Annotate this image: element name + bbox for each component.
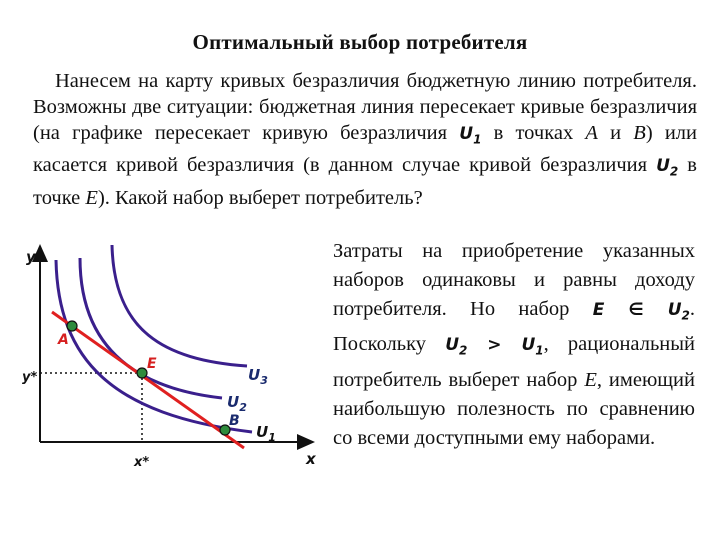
intro-formula-u1: $U_1$ (459, 124, 482, 147)
x-star-label: x* (134, 455, 150, 470)
side-text-4: , имеющий наибольшую полезность по сравнению со всеми доступными ему наборами. (333, 368, 695, 449)
intro-text-1: Нанесем на карту кривых безразличия бюджетную линию потребителя. Возможны две ситуации: бюджетная линия пересекает кривые безразличия (на графике пересекает кривую безразличия (33, 70, 697, 144)
indifference-curve-diagram (22, 240, 322, 480)
intro-point-e: E (85, 186, 98, 209)
explanation-paragraph (333, 237, 695, 453)
curve-u3-label: $U_3$ (248, 366, 268, 387)
intro-text-5: ). Какой набор выберет потребитель? (97, 186, 423, 209)
intro-text-and: и (597, 122, 634, 144)
curve-u2-label: $U_2$ (227, 393, 247, 414)
intro-paragraph (33, 68, 697, 211)
intro-formula-u2: $U_2$ (656, 156, 679, 179)
point-a-label: A (58, 332, 69, 348)
intro-point-a: A (585, 122, 598, 144)
side-text-1: Затраты на приобретение указанных наборов одинаковы и равны доходу потребителя. Но набор (333, 240, 695, 320)
side-point-e: E (584, 368, 597, 391)
budget-line (52, 312, 244, 448)
point-a-marker (67, 321, 77, 331)
indifference-curve-u3 (112, 245, 247, 366)
intro-text-4: в точке (33, 154, 697, 209)
intro-point-b: B (633, 122, 646, 144)
point-b-label: B (229, 413, 240, 429)
intro-text-2: в точках (481, 122, 586, 144)
curve-u1-label: $U_1$ (256, 423, 276, 444)
side-text-3: , рациональный потребитель выберет набор (333, 333, 696, 391)
x-axis-label: x (306, 450, 316, 468)
side-formula-u2-gt-u1: $U_2 > U_1$ (445, 335, 544, 358)
side-formula-e-in-u2: E ∈ $U_2$ (592, 300, 690, 323)
side-text-2: . Поскольку (333, 298, 695, 356)
y-star-label: y* (22, 370, 38, 385)
indifference-curve-u1 (56, 260, 252, 432)
intro-text-3: ) или касается кривой безразличия (в данном случае кривой безразличия (33, 122, 697, 177)
page-title: Оптимальный выбор потребителя (192, 30, 528, 54)
point-e-label: E (147, 356, 157, 372)
point-e-marker (137, 368, 147, 378)
y-axis-label: y (26, 248, 36, 266)
